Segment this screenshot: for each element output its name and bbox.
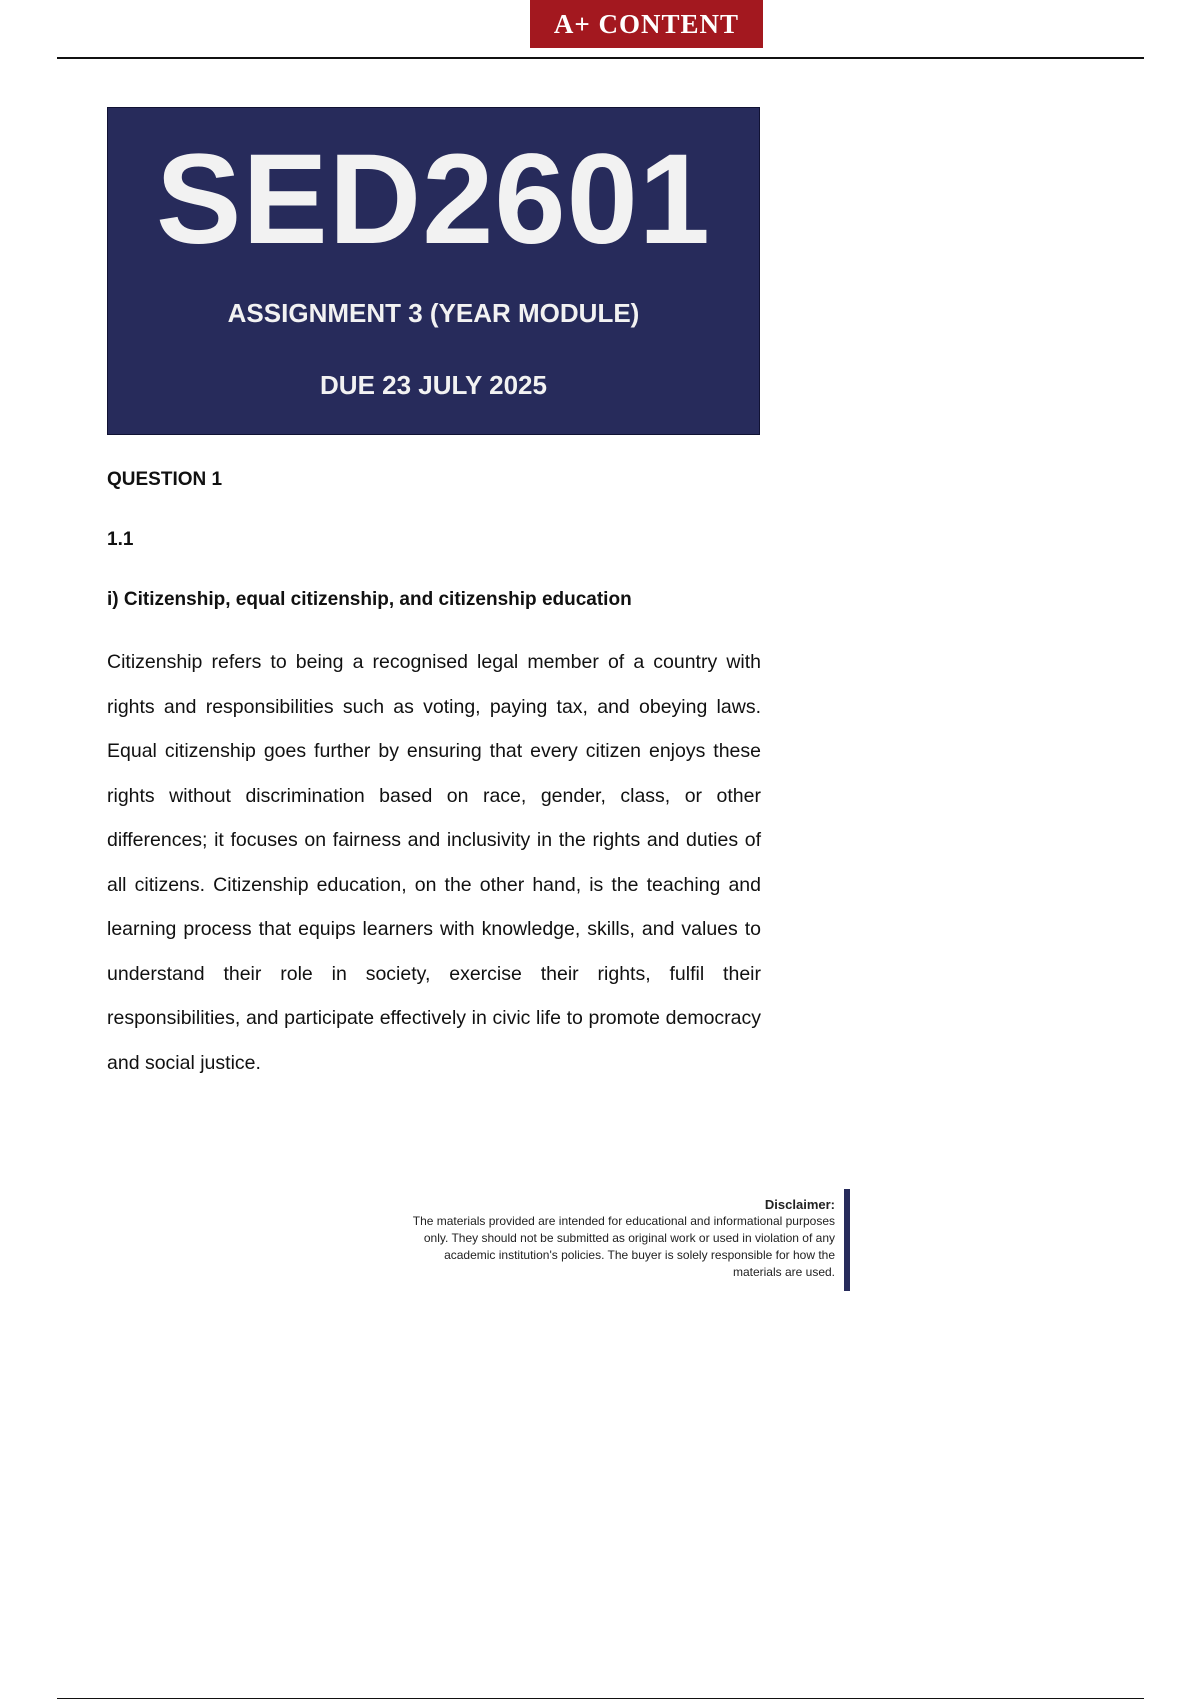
disclaimer-text: The materials provided are intended for educational and informational purposes only. They should not be submitted as original work or used in violation of any academic institution's policies. The buyer is solely responsible for how the materials are used. (412, 1214, 835, 1279)
footer-rule (57, 1698, 1144, 1699)
question-heading: QUESTION 1 (107, 469, 223, 490)
body-paragraph: Citizenship refers to being a recognised legal member of a country with rights and responsibilities such as voting, paying tax, and obeying laws. Equal citizenship goes further by ensuring that every citizen enjoys these rights without discrimination based on race, gender, class, or other differences; it focuses on fairness and inclusivity in the rights and duties of all citizens. Citizenship education, on the other hand, is the teaching and learning process that equips learners with knowledge, skills, and values to understand their role in society, exercise their rights, fulfil their responsibilities, and participate effectively in civic life to promote democracy and social justice. (107, 651, 761, 1074)
disclaimer-accent-bar (844, 1189, 850, 1291)
section-subheading: i) Citizenship, equal citizenship, and citizenship education (107, 589, 632, 610)
document-body (107, 465, 761, 1085)
disclaimer-text-block (395, 1196, 835, 1281)
disclaimer-title: Disclaimer: (764, 1197, 835, 1212)
brand-badge: A+ CONTENT (530, 0, 763, 48)
question-number: 1.1 (107, 529, 134, 550)
assignment-title: ASSIGNMENT 3 (YEAR MODULE) (227, 298, 640, 328)
header-rule (57, 57, 1144, 59)
cover-block (107, 107, 760, 435)
course-code: SED2601 (156, 128, 711, 271)
disclaimer-block (390, 1189, 850, 1291)
due-date: DUE 23 JULY 2025 (320, 370, 547, 400)
